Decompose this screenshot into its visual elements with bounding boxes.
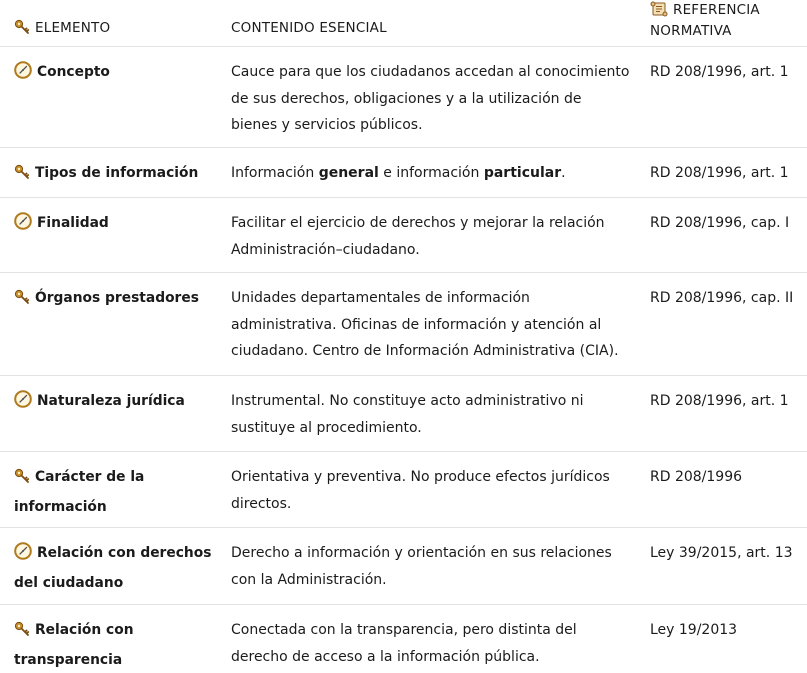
scroll-icon xyxy=(650,1,668,22)
table-row xyxy=(0,198,807,273)
row-reference: RD 208/1996, cap. II xyxy=(650,290,794,306)
header-referencia xyxy=(650,1,760,40)
row-content: Unidades departamentales de información administrativa. Oficinas de información y atención al ciudadano. Centro de Información Administrativa (CIA). xyxy=(231,290,619,359)
header-contenido: CONTENIDO ESENCIAL xyxy=(231,20,387,36)
header-elemento-label: ELEMENTO xyxy=(35,20,111,36)
row-element xyxy=(14,210,219,240)
row-reference: RD 208/1996, art. 1 xyxy=(650,393,789,409)
row-element-label: Tipos de información xyxy=(35,165,199,181)
table-row xyxy=(0,452,807,528)
table-row xyxy=(0,47,807,148)
table-row xyxy=(0,528,807,605)
key-icon xyxy=(14,467,30,494)
header-elemento xyxy=(14,19,110,40)
content-text-1: Información xyxy=(231,165,319,181)
row-element xyxy=(14,540,219,596)
content-bold-general: general xyxy=(318,165,379,181)
row-element-label: Naturaleza jurídica xyxy=(37,393,185,409)
header-referencia-label-2: NORMATIVA xyxy=(650,23,732,39)
row-element-label: Carácter de la información xyxy=(14,469,145,515)
row-element-label: Concepto xyxy=(37,64,110,80)
row-element-label: Órganos prestadores xyxy=(35,290,199,306)
compass-icon xyxy=(14,390,32,418)
content-text-2: e información xyxy=(378,165,484,181)
row-element xyxy=(14,617,219,673)
table-row xyxy=(0,376,807,452)
content-text-3: . xyxy=(561,165,566,181)
row-element-label: Relación con transparencia xyxy=(14,622,134,668)
key-icon xyxy=(14,620,30,647)
row-element xyxy=(14,59,219,89)
table-row xyxy=(0,273,807,376)
row-content: Orientativa y preventiva. No produce efectos jurídicos directos. xyxy=(231,469,610,512)
key-icon xyxy=(14,163,30,190)
row-element xyxy=(14,160,219,190)
compass-icon xyxy=(14,542,32,570)
row-content xyxy=(231,160,631,187)
row-content: Conectada con la transparencia, pero distinta del derecho de acceso a la información pública. xyxy=(231,622,577,665)
content-bold-particular: particular xyxy=(483,165,562,181)
row-reference: RD 208/1996 xyxy=(650,469,743,485)
row-reference: RD 208/1996, art. 1 xyxy=(650,165,789,181)
table-row xyxy=(0,148,807,198)
compass-icon xyxy=(14,61,32,89)
table-header xyxy=(0,0,807,47)
key-icon xyxy=(14,19,30,40)
row-content: Derecho a información y orientación en sus relaciones con la Administración. xyxy=(231,545,612,588)
row-element xyxy=(14,285,219,315)
row-reference: Ley 39/2015, art. 13 xyxy=(650,545,793,561)
row-reference: RD 208/1996, art. 1 xyxy=(650,64,789,80)
row-reference: Ley 19/2013 xyxy=(650,622,738,638)
header-referencia-label-1: REFERENCIA xyxy=(673,2,760,18)
row-element xyxy=(14,388,219,418)
compass-icon xyxy=(14,212,32,240)
row-element xyxy=(14,464,219,520)
row-element-label: Finalidad xyxy=(37,215,109,231)
row-reference: RD 208/1996, cap. I xyxy=(650,215,790,231)
row-element-label: Relación con derechos del ciudadano xyxy=(14,545,212,591)
table-row xyxy=(0,605,807,671)
row-content: Cauce para que los ciudadanos accedan al conocimiento de sus derechos, obligaciones y a la utilización de bienes y servicios públicos. xyxy=(231,64,630,133)
key-icon xyxy=(14,288,30,315)
row-content: Instrumental. No constituye acto administrativo ni sustituye al procedimiento. xyxy=(231,393,584,436)
row-content: Facilitar el ejercicio de derechos y mejorar la relación Administración–ciudadano. xyxy=(231,215,605,258)
